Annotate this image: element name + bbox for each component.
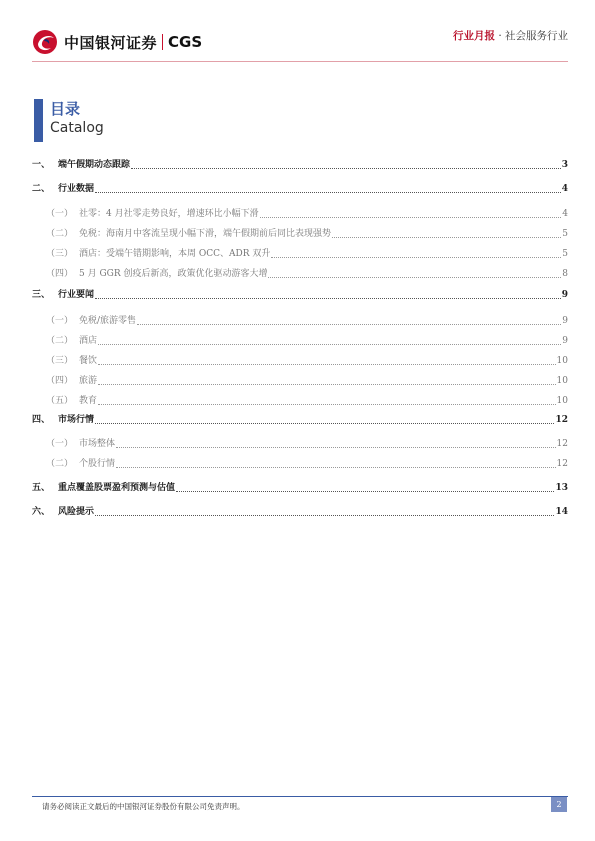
toc-leader-dots xyxy=(116,442,556,448)
toc-entry-number: （五） xyxy=(46,396,74,406)
toc-entry-number: （三） xyxy=(46,356,74,366)
toc-entry[interactable] xyxy=(46,206,568,220)
toc-entry-label: 教育 xyxy=(79,396,98,406)
toc-leader-dots xyxy=(332,232,561,238)
toc-entry-page: 4 xyxy=(562,209,568,219)
toc-leader-dots xyxy=(116,462,556,468)
toc-entry[interactable] xyxy=(32,287,568,301)
toc-entry-number: 一、 xyxy=(32,160,51,170)
toc-entry[interactable] xyxy=(32,504,568,518)
toc-entry-page: 12 xyxy=(556,459,568,469)
toc-entry[interactable] xyxy=(32,157,568,171)
toc-leader-dots xyxy=(98,399,556,405)
toc-entry[interactable] xyxy=(46,313,568,327)
toc-entry-number: 六、 xyxy=(32,507,51,517)
toc-entry-number: 五、 xyxy=(32,483,51,493)
toc-entry-label: 市场行情 xyxy=(58,415,95,425)
page-header xyxy=(32,28,568,56)
toc-entry[interactable] xyxy=(32,181,568,195)
report-type: 行业月报 xyxy=(452,30,495,42)
toc-entry-page: 9 xyxy=(562,316,568,326)
cgs-logo xyxy=(32,28,202,56)
toc-entry[interactable] xyxy=(46,246,568,260)
toc-heading-bar xyxy=(34,99,43,142)
toc-entry[interactable] xyxy=(46,436,568,450)
toc-entry-number: 三、 xyxy=(32,290,51,300)
toc-entry-page: 5 xyxy=(562,249,568,259)
toc-leader-dots xyxy=(98,359,556,365)
toc-entry-label: 社零：4 月社零走势良好，增速环比小幅下滑 xyxy=(79,209,259,219)
toc-entry-page: 14 xyxy=(555,507,568,517)
toc-entry-page: 5 xyxy=(562,229,568,239)
toc-entry[interactable] xyxy=(46,393,568,407)
toc-entry-label: 市场整体 xyxy=(79,439,116,449)
toc-leader-dots xyxy=(268,272,561,278)
toc-entry-page: 12 xyxy=(556,439,568,449)
toc-entry-number: （二） xyxy=(46,229,74,239)
toc-entry[interactable] xyxy=(46,456,568,470)
toc-entry[interactable] xyxy=(32,480,568,494)
toc-entry-number: （二） xyxy=(46,336,74,346)
toc-entry-label: 免税/旅游零售 xyxy=(79,316,137,326)
toc-leader-dots xyxy=(95,293,561,299)
toc-entry-number: （一） xyxy=(46,209,74,219)
toc-entry-label: 个股行情 xyxy=(79,459,116,469)
toc-title-english: Catalog xyxy=(50,120,104,136)
toc-entry-number: （一） xyxy=(46,316,74,326)
toc-entry-page: 8 xyxy=(562,269,568,279)
toc-entry-label: 端午假期动态跟踪 xyxy=(58,160,131,170)
logo-chinese-text: 中国银河证券 xyxy=(64,33,158,52)
toc-leader-dots xyxy=(271,252,561,258)
toc-entry-label: 餐饮 xyxy=(79,356,98,366)
toc-entry-number: （四） xyxy=(46,269,74,279)
toc-leader-dots xyxy=(95,510,554,516)
logo-divider xyxy=(162,34,163,50)
toc-title-chinese: 目录 xyxy=(50,100,81,118)
toc-leader-dots xyxy=(260,212,562,218)
toc-entry-label: 免税：海南月中客流呈现小幅下滑，端午假期前后同比表现强势 xyxy=(79,229,332,239)
toc-entry[interactable] xyxy=(46,373,568,387)
toc-entry-label: 行业要闻 xyxy=(58,290,95,300)
cgs-logo-icon xyxy=(32,29,58,55)
toc-entry-number: （一） xyxy=(46,439,74,449)
toc-entry-number: （四） xyxy=(46,376,74,386)
report-category xyxy=(453,28,568,43)
toc-entry-page: 9 xyxy=(562,336,568,346)
toc-entry-label: 行业数据 xyxy=(58,184,95,194)
toc-entry[interactable] xyxy=(46,266,568,280)
toc-leader-dots xyxy=(95,418,554,424)
toc-entry-number: 四、 xyxy=(32,415,51,425)
toc-entry[interactable] xyxy=(46,226,568,240)
toc-entry-label: 5 月 GGR 创疫后新高，政策优化驱动游客大增 xyxy=(79,269,268,279)
toc-entry-page: 10 xyxy=(556,376,568,386)
toc-entry-page: 12 xyxy=(555,415,568,425)
toc-entry-page: 3 xyxy=(561,160,568,170)
footer-divider xyxy=(32,796,568,797)
toc-leader-dots xyxy=(176,486,554,492)
toc-entry-label: 风险提示 xyxy=(58,507,95,517)
page-number: 2 xyxy=(551,797,567,812)
toc-entry[interactable] xyxy=(32,412,568,426)
header-divider xyxy=(32,61,568,62)
toc-entry[interactable] xyxy=(46,353,568,367)
footer-disclaimer: 请务必阅读正文最后的中国银河证券股份有限公司免责声明。 xyxy=(42,802,245,811)
toc-entry-page: 9 xyxy=(561,290,568,300)
toc-entry-label: 酒店：受端午错期影响，本周 OCC、ADR 双升 xyxy=(79,249,271,259)
logo-english-text: CGS xyxy=(168,33,203,51)
toc-leader-dots xyxy=(98,379,556,385)
toc-entry-number: （二） xyxy=(46,459,74,469)
toc-entry-page: 10 xyxy=(556,356,568,366)
toc-leader-dots xyxy=(95,187,561,193)
toc-entry-label: 旅游 xyxy=(79,376,98,386)
header-separator: · xyxy=(494,30,505,42)
toc-entry-label: 酒店 xyxy=(79,336,98,346)
toc-entry-page: 13 xyxy=(555,483,568,493)
toc-entry-number: （三） xyxy=(46,249,74,259)
industry-name: 社会服务行业 xyxy=(505,30,568,42)
toc-entry-label: 重点覆盖股票盈利预测与估值 xyxy=(58,483,176,493)
toc-entry[interactable] xyxy=(46,333,568,347)
toc-leader-dots xyxy=(137,319,561,325)
toc-leader-dots xyxy=(98,339,561,345)
toc-entry-page: 4 xyxy=(561,184,568,194)
toc-leader-dots xyxy=(131,163,561,169)
toc-entry-page: 10 xyxy=(556,396,568,406)
toc-entry-number: 二、 xyxy=(32,184,51,194)
